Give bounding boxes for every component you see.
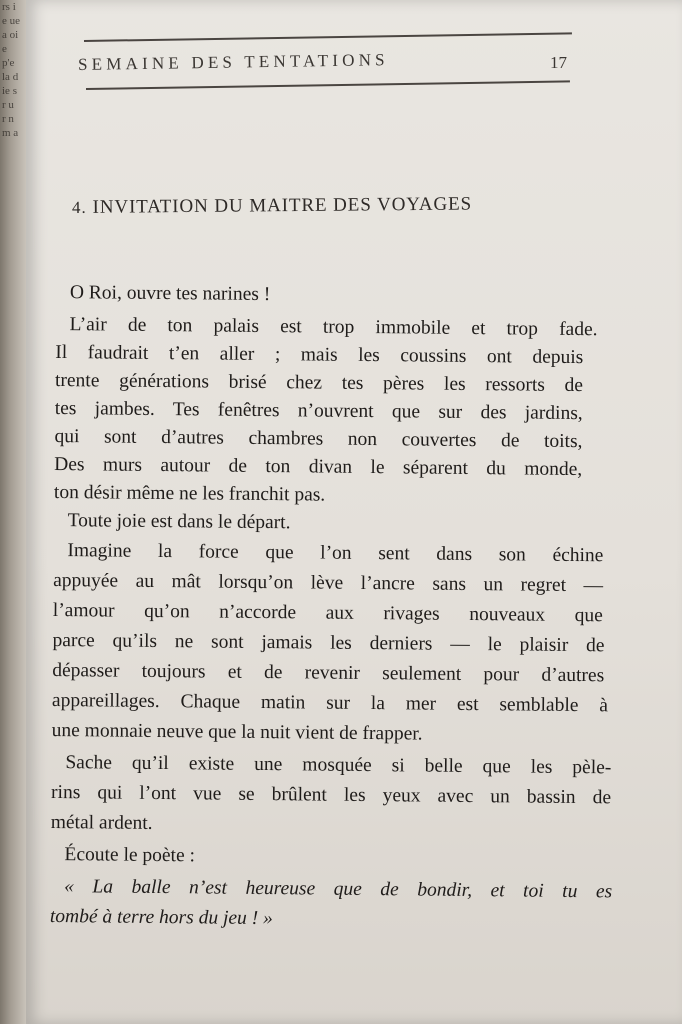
text-line: O Roi, ouvre tes narines ! [69, 282, 271, 306]
page-number: 17 [550, 53, 567, 72]
text-line: appuyée au mât lorsqu’on lève l’ancre sans un regret — [53, 569, 604, 597]
header-rule-bottom [86, 80, 570, 89]
text-line: rins qui l’ont vue se brûlent les yeux avec un bassin de [50, 781, 612, 809]
chapter-title: INVITATION DU MAITRE DES VOYAGES [92, 193, 473, 218]
text-line: parce qu’ils ne sont jamais les derniers — le plaisir de [52, 629, 605, 657]
text-line: dépasser toujours et de revenir seulement pour d’autres [52, 659, 605, 687]
text-line: ton désir même ne les franchit pas. [53, 481, 326, 506]
text-line: trente générations brisé chez tes pères les ressorts de [54, 369, 584, 397]
header-rule-top [84, 32, 572, 42]
text-line: Sache qu’il existe une mosquée si belle que les pèle- [65, 752, 612, 779]
text-line: Il faudrait t’en aller ; mais les coussins ont depuis [55, 341, 584, 369]
chapter-number: 4. [71, 197, 87, 217]
text-line: tes jambes. Tes fenêtres n’ouvrent que sur des jardins, [54, 397, 583, 425]
left-page-fragment: rs ie ue a oie p'e la d ie s r u r n m a [2, 1, 20, 139]
text-line: Toute joie est dans le départ. [67, 510, 291, 534]
text-line: appareillages. Chaque matin sur la mer est semblable à [51, 689, 609, 717]
text-line: Écoute le poète : [64, 844, 196, 867]
text-line: qui sont d’autres chambres non couvertes de toits, [54, 425, 583, 453]
quote-line: « La balle n’est heureuse que de bondir, et toi tu es [64, 876, 613, 903]
book-gutter [0, 0, 26, 1024]
text-line: L’air de ton palais est trop immobile et trop fade. [69, 314, 598, 341]
text-line: une monnaie neuve que la nuit vient de frapper. [51, 719, 423, 745]
text-line: Imagine la force que l’on sent dans son échine [67, 540, 604, 567]
text-line: Des murs autour de ton divan le séparent du monde, [54, 453, 583, 481]
running-title: SEMAINE DES TENTATIONS [77, 50, 389, 74]
body-text [49, 280, 616, 930]
text-line: métal ardent. [50, 811, 153, 834]
quote-line: tombé à terre hors du jeu ! » [49, 905, 273, 930]
chapter-heading [72, 192, 612, 219]
book-page [26, 0, 682, 1024]
text-line: l’amour qu’on n’accorde aux rivages nouveaux que [52, 599, 603, 627]
